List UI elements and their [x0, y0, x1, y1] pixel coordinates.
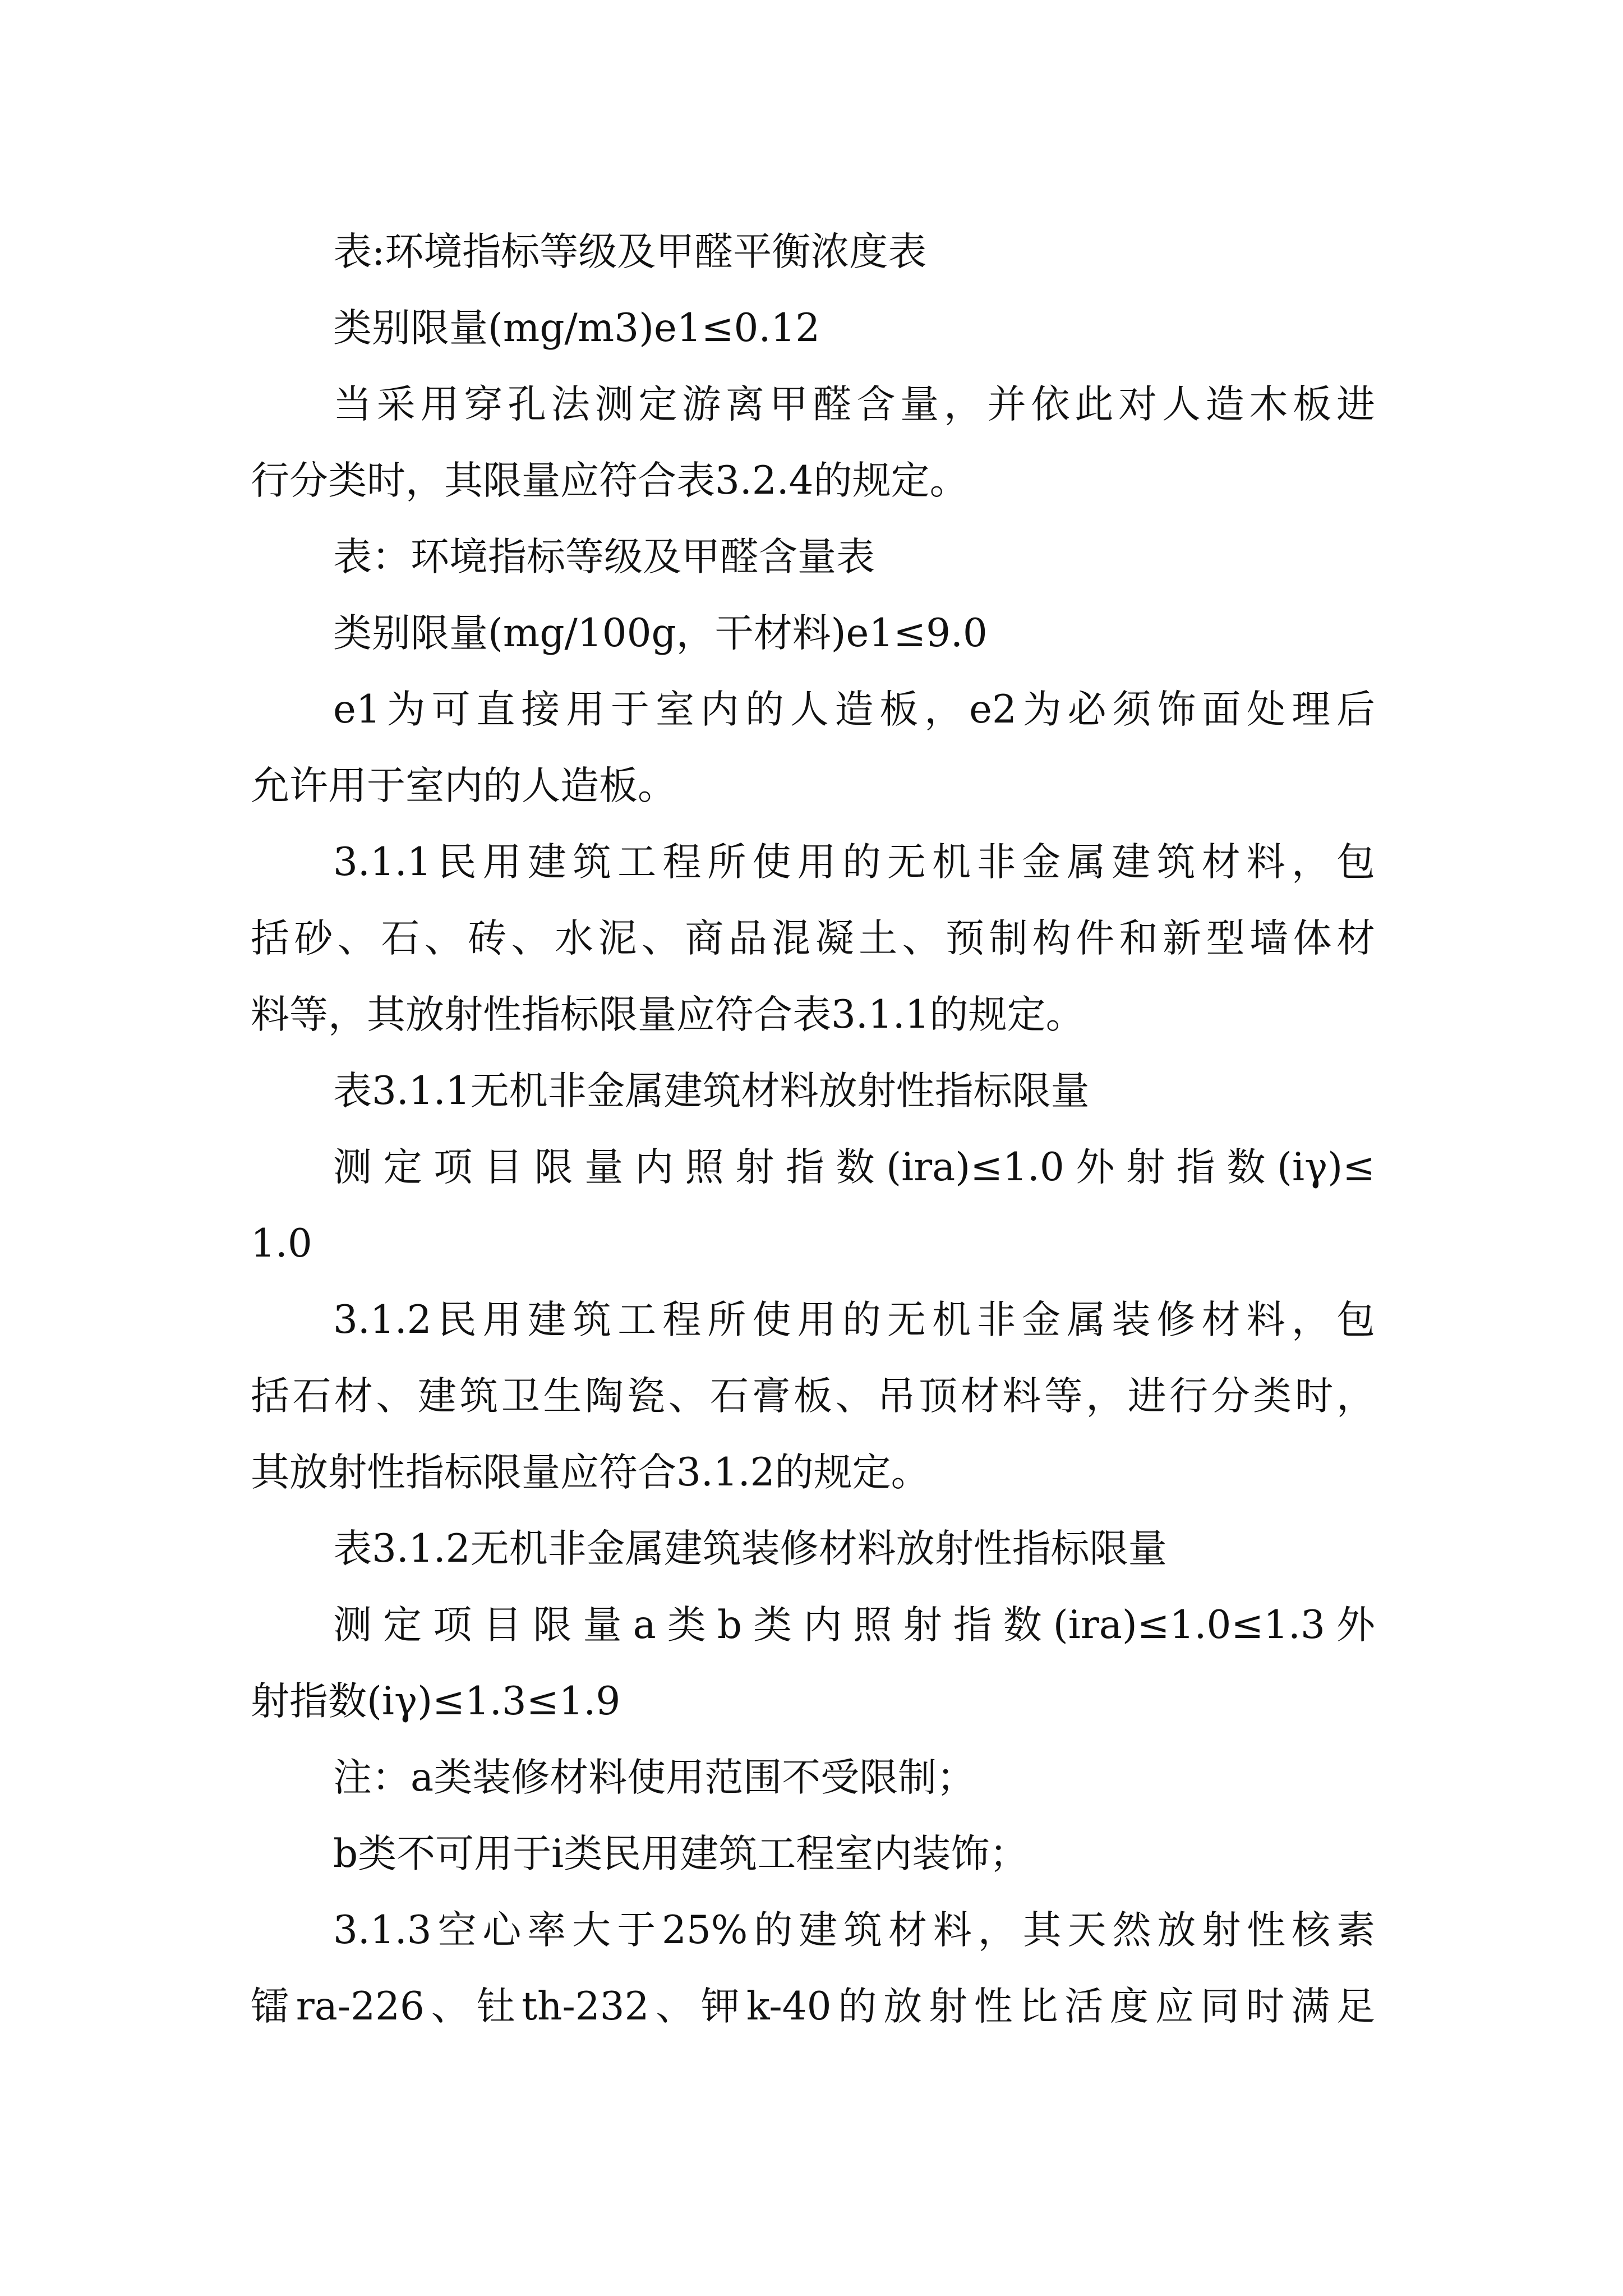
clause-3-1-3-line-1: 3.1.3空心率大于25%的建筑材料，其天然放射性核素 [333, 1908, 1375, 1953]
paragraph-e1-e2-line-1: e1为可直接用于室内的人造板，e2为必须饰面处理后 [333, 687, 1375, 732]
table-caption-3-1-2: 表3.1.2无机非金属建筑装修材料放射性指标限量 [333, 1526, 1167, 1571]
paragraph-e1-e2-line-2: 允许用于室内的人造板。 [251, 763, 676, 808]
clause-3-1-1-line-3: 料等，其放射性指标限量应符合表3.1.1的规定。 [251, 992, 1085, 1037]
limit-line-content: 类别限量(mg/100g，干材料)e1≤9.0 [333, 611, 988, 656]
limit-line-equilibrium: 类别限量(mg/m3)e1≤0.12 [333, 306, 820, 351]
table-caption-formaldehyde-content: 表：环境指标等级及甲醛含量表 [333, 535, 875, 579]
clause-3-1-1-line-2: 括砂、石、砖、水泥、商品混凝土、预制构件和新型墙体材 [251, 916, 1375, 961]
table-caption-3-1-1: 表3.1.1无机非金属建筑材料放射性指标限量 [333, 1069, 1090, 1114]
note-class-a: 注：a类装修材料使用范围不受限制； [333, 1755, 976, 1800]
paragraph-perforation-line-1: 当采用穿孔法测定游离甲醛含量，并依此对人造木板进 [333, 382, 1375, 427]
document-body [251, 214, 1375, 2045]
clause-3-1-2-line-3: 其放射性指标限量应符合3.1.2的规定。 [251, 1450, 930, 1495]
table-3-1-2-content-line-1: 测定项目限量a类b类内照射指数(ira)≤1.0≤1.3外 [333, 1603, 1375, 1648]
clause-3-1-1-line-1: 3.1.1民用建筑工程所使用的无机非金属建筑材料，包 [333, 840, 1375, 885]
table-3-1-2-content-line-2: 射指数(iγ)≤1.3≤1.9 [251, 1679, 621, 1724]
clause-3-1-2-line-1: 3.1.2民用建筑工程所使用的无机非金属装修材料，包 [333, 1297, 1375, 1342]
table-caption-formaldehyde-equilibrium: 表:环境指标等级及甲醛平衡浓度表 [333, 229, 927, 274]
table-3-1-1-content-line-1: 测定项目限量内照射指数(ira)≤1.0外射指数(iγ)≤ [333, 1145, 1375, 1190]
table-3-1-1-content-line-2: 1.0 [251, 1221, 312, 1266]
note-class-b: b类不可用于i类民用建筑工程室内装饰； [333, 1832, 1029, 1876]
paragraph-perforation-line-2: 行分类时，其限量应符合表3.2.4的规定。 [251, 458, 969, 503]
clause-3-1-2-line-2: 括石材、建筑卫生陶瓷、石膏板、吊顶材料等，进行分类时， [251, 1374, 1375, 1419]
clause-3-1-3-line-2: 镭ra-226、钍th-232、钾k-40的放射性比活度应同时满足 [251, 1984, 1375, 2029]
